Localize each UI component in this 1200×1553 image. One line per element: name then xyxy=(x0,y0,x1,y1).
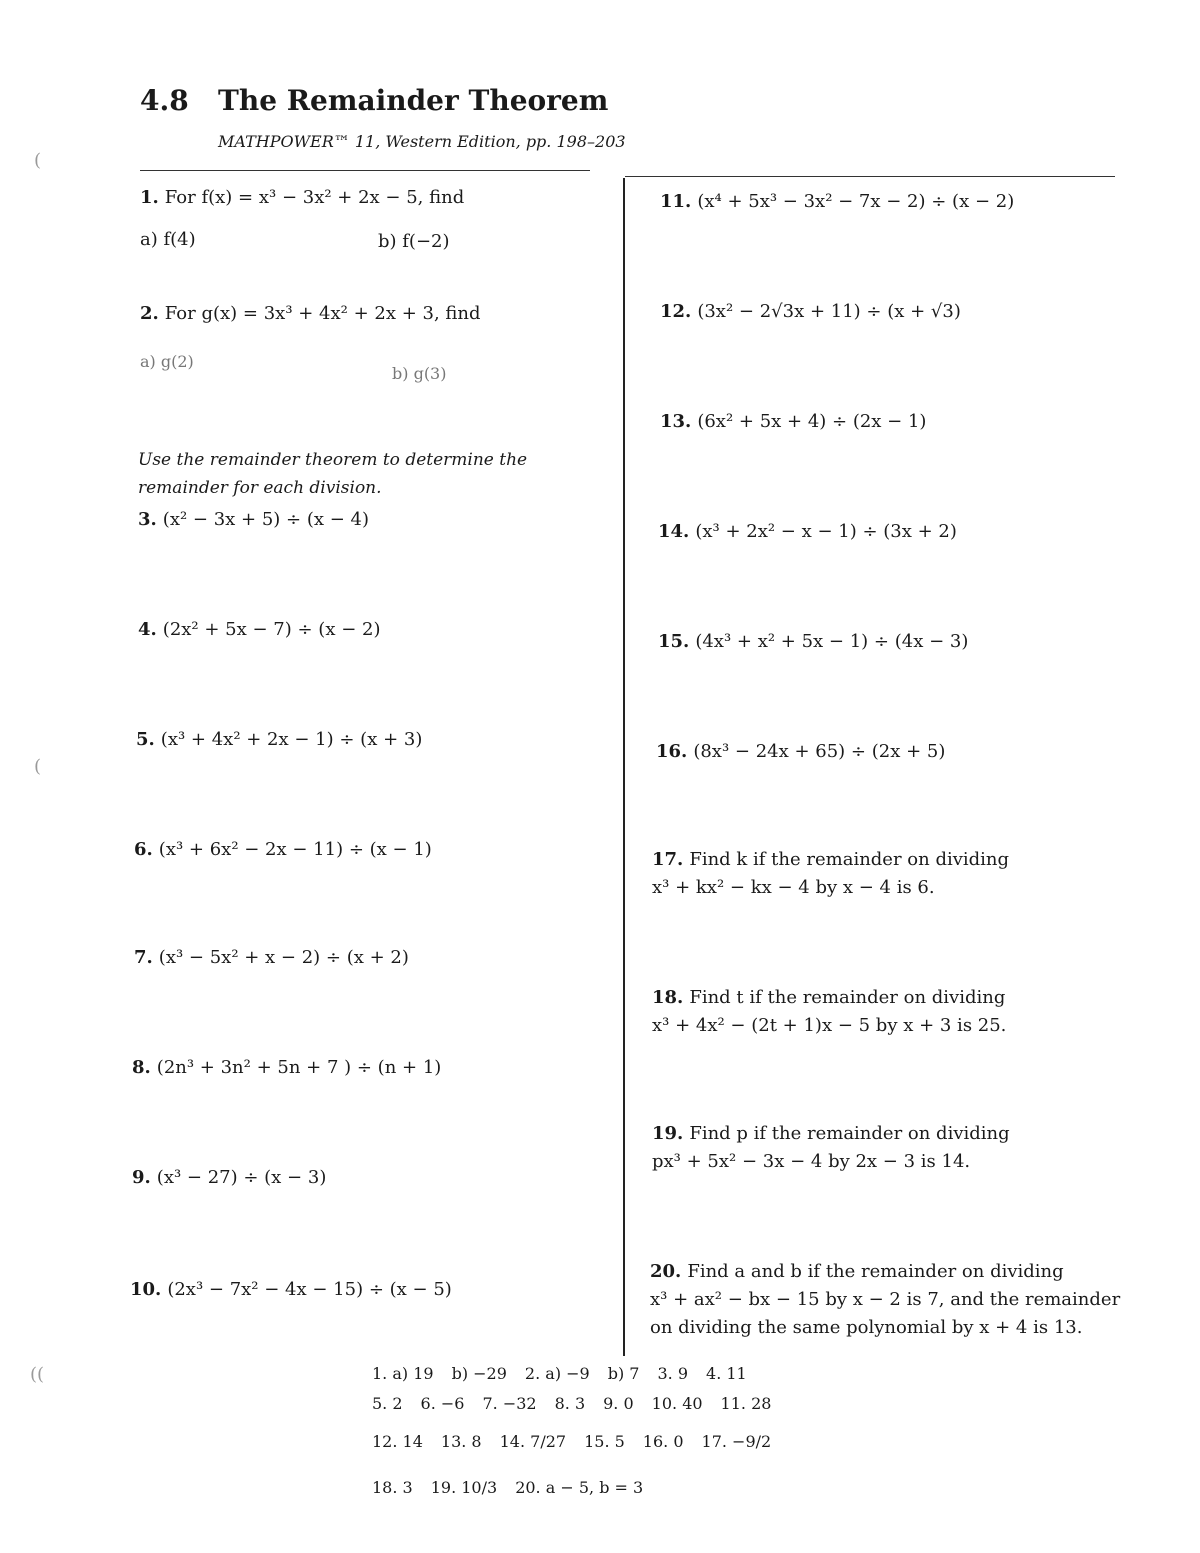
question-19 xyxy=(652,1120,1010,1176)
question-text-line-2: x³ + 4x² − (2t + 1)x − 5 by x + 3 is 25. xyxy=(652,1015,1007,1036)
question-number: 12. xyxy=(660,301,692,322)
question-text: (4x³ + x² + 5x − 1) ÷ (4x − 3) xyxy=(695,631,969,652)
question-10 xyxy=(130,1276,452,1304)
question-20 xyxy=(650,1258,1120,1342)
question-number: 3. xyxy=(138,509,157,530)
question-text: (6x² + 5x + 4) ÷ (2x − 1) xyxy=(697,411,927,432)
answer-item: b) −29 xyxy=(451,1364,507,1383)
question-15 xyxy=(658,628,968,656)
answer-key-row-3 xyxy=(372,1428,789,1456)
question-16 xyxy=(656,738,945,766)
question-6 xyxy=(134,836,432,864)
question-text-line-2: x³ + kx² − kx − 4 by x − 4 is 6. xyxy=(652,877,935,898)
answer-item: 20. a − 5, b = 3 xyxy=(515,1478,644,1497)
answer-item: 13. 8 xyxy=(440,1432,482,1451)
answer-item: 7. −32 xyxy=(482,1394,537,1413)
answer-item: 4. 11 xyxy=(706,1364,747,1383)
answer-key-row-2 xyxy=(372,1390,789,1418)
question-text-line-1: Find a and b if the remainder on dividing xyxy=(687,1261,1064,1282)
question-1 xyxy=(140,184,464,212)
question-number: 8. xyxy=(132,1057,151,1078)
instruction-text: Use the remainder theorem to determine the remainder for each division. xyxy=(138,450,528,498)
question-text: (x³ − 5x² + x − 2) ÷ (x + 2) xyxy=(158,947,409,968)
answer-item: 19. 10/3 xyxy=(430,1478,498,1497)
question-text-line-1: Find k if the remainder on dividing xyxy=(689,849,1010,870)
answer-item: 5. 2 xyxy=(372,1394,403,1413)
answer-item: 16. 0 xyxy=(642,1432,684,1451)
answer-item: b) 7 xyxy=(607,1364,640,1383)
answer-item: 9. 0 xyxy=(603,1394,634,1413)
question-number: 16. xyxy=(656,741,688,762)
question-number: 6. xyxy=(134,839,153,860)
question-1a: a) f(4) xyxy=(140,229,196,250)
question-number: 18. xyxy=(652,987,684,1008)
question-number: 2. xyxy=(140,303,159,324)
question-text: (2x³ − 7x² − 4x − 15) ÷ (x − 5) xyxy=(167,1279,452,1300)
question-14 xyxy=(658,518,957,546)
column-divider xyxy=(623,178,625,1356)
question-17 xyxy=(652,846,1009,902)
question-text-line-1: Find p if the remainder on dividing xyxy=(689,1123,1010,1144)
question-text-line-3: on dividing the same polynomial by x + 4 is 13. xyxy=(650,1317,1083,1338)
answer-item: 2. a) −9 xyxy=(524,1364,590,1383)
question-text: (2n³ + 3n² + 5n + 7 ) ÷ (n + 1) xyxy=(156,1057,442,1078)
question-text: (x² − 3x + 5) ÷ (x − 4) xyxy=(162,509,370,530)
question-number: 9. xyxy=(132,1167,151,1188)
answer-item: 17. −9/2 xyxy=(701,1432,772,1451)
question-13 xyxy=(660,408,926,436)
question-number: 5. xyxy=(136,729,155,750)
question-8 xyxy=(132,1054,441,1082)
question-number: 19. xyxy=(652,1123,684,1144)
binder-hole-mark-bottom: (( xyxy=(30,1364,45,1385)
question-text: (x³ + 4x² + 2x − 1) ÷ (x + 3) xyxy=(160,729,423,750)
question-9 xyxy=(132,1164,326,1192)
question-2b: b) g(3) xyxy=(392,364,447,383)
header-rule-left xyxy=(140,170,590,171)
question-number: 20. xyxy=(650,1261,682,1282)
question-text: (x³ − 27) ÷ (x − 3) xyxy=(156,1167,327,1188)
header-rule-right xyxy=(625,176,1115,177)
question-number: 1. xyxy=(140,187,159,208)
answer-item: 6. −6 xyxy=(420,1394,465,1413)
page-title: The Remainder Theorem xyxy=(218,84,609,117)
answer-key-row-4 xyxy=(372,1474,661,1502)
question-text: For f(x) = x³ − 3x² + 2x − 5, find xyxy=(164,187,465,208)
question-text: (x⁴ + 5x³ − 3x² − 7x − 2) ÷ (x − 2) xyxy=(697,191,1015,212)
question-7 xyxy=(134,944,409,972)
answer-key-row-1 xyxy=(372,1360,765,1388)
question-text: For g(x) = 3x³ + 4x² + 2x + 3, find xyxy=(164,303,481,324)
binder-hole-mark-middle: ( xyxy=(34,756,42,777)
answer-item: 11. 28 xyxy=(720,1394,772,1413)
question-text: (x³ + 6x² − 2x − 11) ÷ (x − 1) xyxy=(158,839,432,860)
answer-item: 15. 5 xyxy=(584,1432,625,1451)
question-number: 14. xyxy=(658,521,690,542)
section-number: 4.8 xyxy=(140,84,189,117)
question-18 xyxy=(652,984,1006,1040)
question-number: 10. xyxy=(130,1279,162,1300)
question-number: 13. xyxy=(660,411,692,432)
question-text-line-2: px³ + 5x² − 3x − 4 by 2x − 3 is 14. xyxy=(652,1151,971,1172)
question-3 xyxy=(138,506,369,534)
answer-item: 10. 40 xyxy=(651,1394,703,1413)
binder-hole-mark-top: ( xyxy=(34,150,42,171)
question-text: (x³ + 2x² − x − 1) ÷ (3x + 2) xyxy=(695,521,957,542)
question-1b: b) f(−2) xyxy=(378,231,450,252)
answer-item: 14. 7/27 xyxy=(499,1432,567,1451)
question-4 xyxy=(138,616,380,644)
question-number: 7. xyxy=(134,947,153,968)
answer-item: 8. 3 xyxy=(554,1394,586,1413)
question-number: 17. xyxy=(652,849,684,870)
answer-item: 12. 14 xyxy=(372,1432,423,1451)
question-number: 11. xyxy=(660,191,692,212)
question-text: (8x³ − 24x + 65) ÷ (2x + 5) xyxy=(693,741,946,762)
question-text: (2x² + 5x − 7) ÷ (x − 2) xyxy=(162,619,381,640)
question-text: (3x² − 2√3x + 11) ÷ (x + √3) xyxy=(697,301,961,322)
question-number: 4. xyxy=(138,619,157,640)
question-text-line-2: x³ + ax² − bx − 15 by x − 2 is 7, and the remainder xyxy=(650,1289,1121,1310)
question-12 xyxy=(660,298,961,326)
answer-item: 3. 9 xyxy=(657,1364,689,1383)
question-text-line-1: Find t if the remainder on dividing xyxy=(689,987,1006,1008)
answer-item: 1. a) 19 xyxy=(372,1364,434,1383)
question-number: 15. xyxy=(658,631,690,652)
question-2 xyxy=(140,300,481,328)
question-5 xyxy=(136,726,422,754)
textbook-reference: MATHPOWER™ 11, Western Edition, pp. 198–203 xyxy=(218,132,626,151)
question-2a: a) g(2) xyxy=(140,352,194,371)
question-11 xyxy=(660,188,1014,216)
answer-item: 18. 3 xyxy=(372,1478,413,1497)
